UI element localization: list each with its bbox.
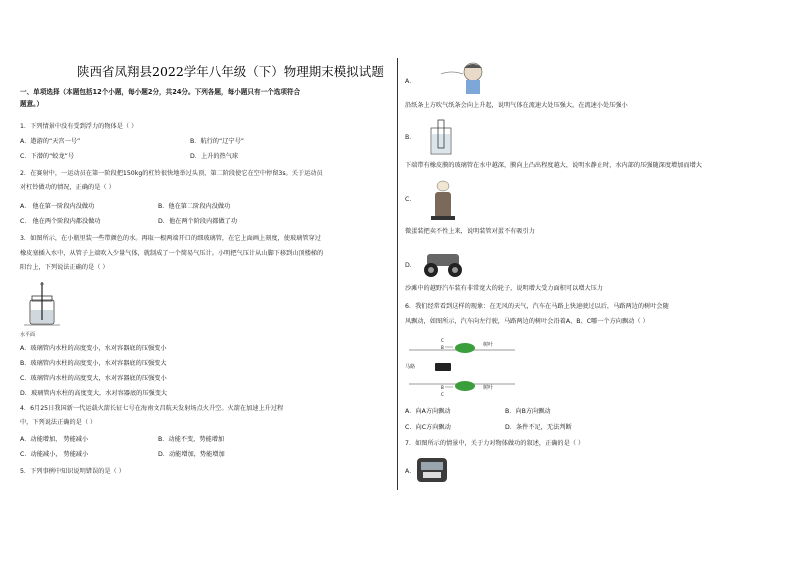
q2-option-c: C． 他在两个阶段内都没做功 bbox=[20, 218, 101, 225]
q6-option-c: C．向C方向飘动 bbox=[405, 424, 451, 431]
barometer-figure bbox=[22, 280, 62, 332]
right-column bbox=[405, 0, 775, 562]
road-leaves-figure bbox=[405, 334, 515, 400]
left-column bbox=[20, 0, 390, 562]
q5-option-b-label: B． bbox=[405, 134, 416, 141]
q3-figure-label: 水平面 bbox=[20, 332, 36, 338]
q6-road-label: 马路 bbox=[405, 364, 416, 370]
q3-stem-line3: 阳台上，下列说法正确的是（ ） bbox=[20, 264, 109, 271]
pushing-car-figure bbox=[415, 454, 449, 486]
q2-option-a: A． 他在第一阶段内没做功 bbox=[20, 203, 95, 210]
q5-option-b-text: 下端带有橡皮膜的玻璃管在水中越深，膜向上凸出程度越大，说明水静止时，水内部的压强随深度增加而增大 bbox=[405, 162, 702, 169]
q3-stem-line2: 橡皮塞插入水中，从管子上端吹入少量气体，就制成了一个简易气压计。小明把气压计从山脚下移到山顶楼梯的 bbox=[20, 250, 324, 257]
q6-option-b: B．向B方向飘动 bbox=[505, 408, 551, 415]
q4-stem-line1: 4．6月25日我国新一代运载火箭长征七号在海南文昌航天发射场点火升空。火箭在加速上升过程 bbox=[20, 405, 284, 412]
q6-stem-line2: 风飘动，如图所示，汽车向左行驶，马路两边的树叶会沿着A、B、C哪一个方向飘动（ ） bbox=[405, 318, 649, 325]
q5-option-c-label: C． bbox=[405, 196, 416, 203]
q1-option-c: C．下潜的“蛟龙”号 bbox=[20, 153, 75, 160]
q3-option-b: B．玻璃管内水柱的高度变小，水对容器底的压强变大 bbox=[20, 360, 167, 367]
q6-leaf-label-top: 树叶 bbox=[483, 342, 494, 348]
q2-option-d: D．他在两个阶段内都做了功 bbox=[158, 218, 238, 225]
q3-option-d: D．玻璃管内水柱的高度变大，水对容器底的压强变大 bbox=[20, 390, 168, 397]
svg-text:C: C bbox=[441, 338, 444, 343]
q1-option-d: D．上升的热气球 bbox=[190, 153, 239, 160]
q2-stem-line1: 2．在赛射中，一运动员在第一阶段把150kg的杠铃很快地举过头顶，第二阶段使它在空中停留3s。关于运动员 bbox=[20, 170, 323, 177]
section-heading-line2: 题意。） bbox=[20, 100, 44, 108]
q3-option-c: C．玻璃管内水柱的高度变大，水对容器底的压强变小 bbox=[20, 375, 167, 382]
q4-option-a: A．动能增加， 势能减小 bbox=[20, 436, 89, 443]
q3-stem-line1: 3．如图所示，在小瓶里装一些带颜色的水。再取一根两端开口的细玻璃管，在它上面画上刻度，使玻璃管穿过 bbox=[20, 235, 321, 242]
blowing-paper-figure bbox=[439, 58, 489, 96]
q5-option-a-text: 沿纸条上方吹气纸条会向上升起，说明气体在流速大处压强大，在流速小处压强小 bbox=[405, 102, 628, 109]
tube-in-water-figure bbox=[429, 118, 453, 156]
q1-stem: 1．下列情景中没有受到浮力的物体是（ ） bbox=[20, 123, 138, 130]
page-title: 陕西省凤翔县2022学年八年级（下）物理期末模拟试题 bbox=[77, 64, 384, 79]
q7-stem: 7．如图所示的情景中，关于力对物体做功的叙述，正确的是（ ） bbox=[405, 440, 585, 447]
q1-option-b: B．航行的“辽宁号” bbox=[190, 138, 244, 145]
q4-option-c: C．动能减小， 势能减小 bbox=[20, 451, 89, 458]
q5-option-d-text: 沙滩中的越野汽车装有非常宽大的轮子，说明增大受力面积可以增大压力 bbox=[405, 285, 603, 292]
svg-text:B: B bbox=[441, 385, 444, 390]
q5-option-d-label: D． bbox=[405, 262, 416, 269]
q6-leaf-label-bottom: 树叶 bbox=[483, 385, 494, 391]
q1-option-a: A．遨游的“天宫一号” bbox=[20, 138, 81, 145]
q7-option-a-label: A． bbox=[405, 468, 416, 475]
svg-text:B: B bbox=[441, 345, 444, 350]
q6-option-d: D．条件不足，无法判断 bbox=[505, 424, 572, 431]
q2-option-b: B．他在第二阶段内没做功 bbox=[158, 203, 231, 210]
q3-option-a: A．玻璃管内水柱的高度变小，水对容器底的压强变小 bbox=[20, 345, 167, 352]
q4-stem-line2: 中，下列说法正确的是（ ） bbox=[20, 419, 97, 426]
q4-option-d: D．动能增加，势能增加 bbox=[158, 451, 225, 458]
q4-option-b: B．动能不变，势能增加 bbox=[158, 436, 225, 443]
column-divider bbox=[397, 58, 398, 490]
section-heading-line1: 一、单项选择（本题包括12个小题，每小题2分，共24分。下列各题，每小题只有一个选项符合 bbox=[20, 88, 301, 96]
offroad-car-figure bbox=[419, 248, 467, 278]
q6-option-a: A．向A方向飘动 bbox=[405, 408, 451, 415]
q2-stem-line2: 对杠铃做功的情况，正确的是（ ） bbox=[20, 184, 115, 191]
q5-option-a-label: A． bbox=[405, 78, 416, 85]
svg-text:C: C bbox=[441, 392, 444, 397]
egg-bottle-figure bbox=[425, 178, 461, 222]
q5-option-c-text: 微蛋装把卖不性上来，说明装管对蛋不有吸引力 bbox=[405, 228, 535, 235]
q5-stem: 5．下列事例中知识说明错误的是（ ） bbox=[20, 468, 125, 475]
q6-stem-line1: 6．我们经常看到这样的现象：在无风的天气，汽车在马路上快速驶过以后，马路两边的树叶会随 bbox=[405, 303, 669, 310]
